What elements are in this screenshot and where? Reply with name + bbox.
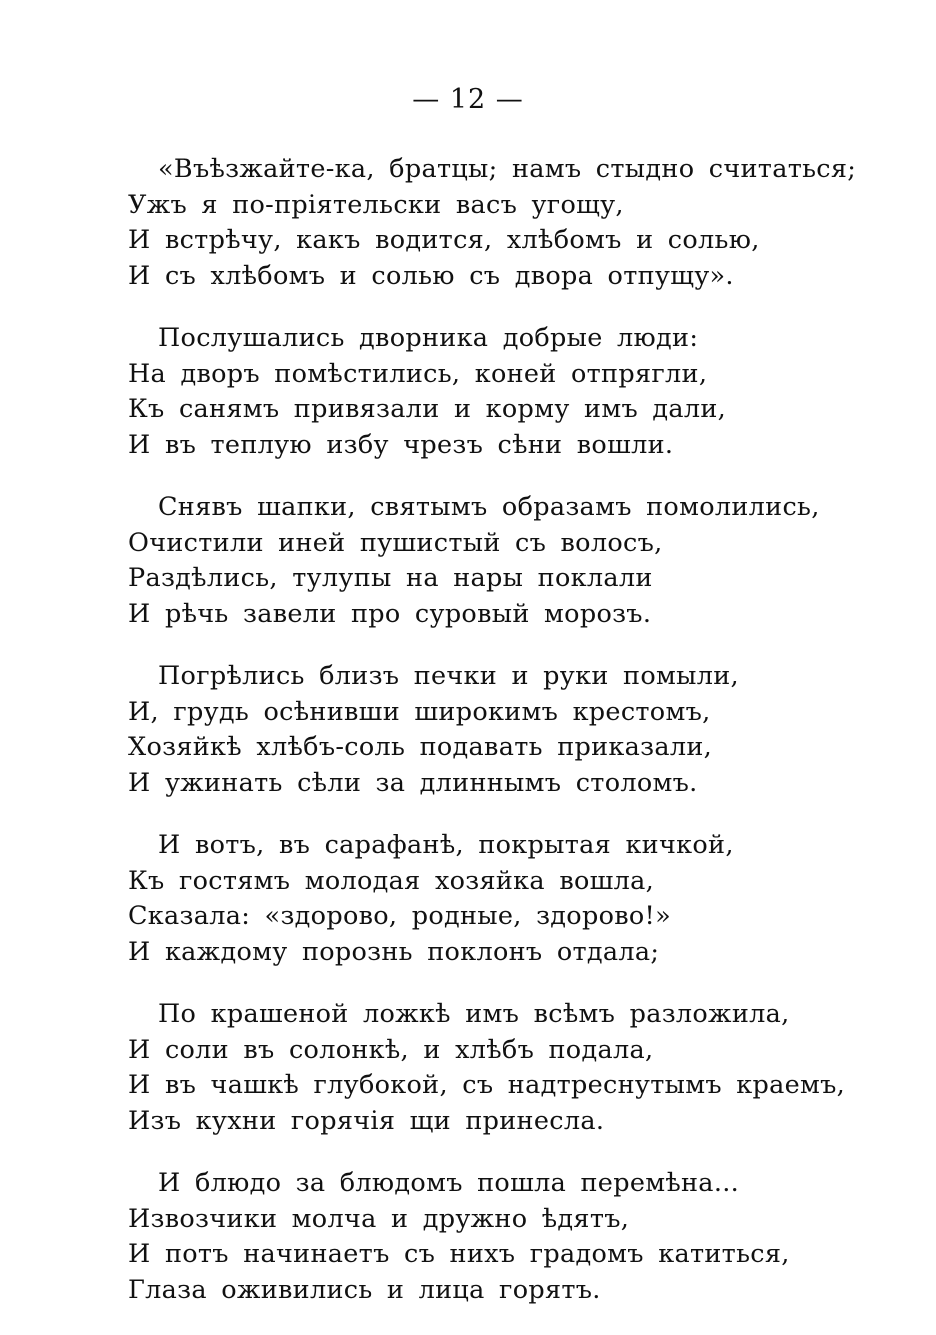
verse-line: По крашеной ложкѣ имъ всѣмъ разложила,	[158, 999, 790, 1029]
verse-line: И съ хлѣбомъ и солью съ двора отпущу».	[128, 260, 734, 291]
poem-text	[128, 152, 857, 1335]
page-number: — 12 —	[412, 84, 524, 115]
stanza	[128, 490, 848, 632]
verse-line: И въ теплую избу чрезъ сѣни вошли.	[128, 429, 674, 460]
verse-line: И блюдо за блюдомъ пошла перемѣна...	[158, 1168, 740, 1198]
stanza	[128, 1166, 848, 1308]
verse-line: Извозчики молча и дружно ѣдятъ,	[128, 1203, 630, 1234]
verse-line: Раздѣлись, тулупы на нары поклали	[128, 563, 653, 593]
verse-line: Къ санямъ привязали и корму имъ дали,	[128, 394, 727, 424]
verse-line: Хозяйкѣ хлѣбъ-соль подавать приказали,	[128, 732, 713, 762]
stanza	[128, 152, 857, 294]
verse-line: И рѣчь завели про суровый морозъ.	[128, 598, 652, 629]
verse-line: Изъ кухни горячія щи принесла.	[128, 1105, 605, 1136]
verse-line: Сказала: «здорово, родные, здорово!»	[128, 901, 671, 931]
verse-line: На дворъ помѣстились, коней отпрягли,	[128, 358, 708, 389]
verse-line: Снявъ шапки, святымъ образамъ помолились,	[158, 492, 820, 522]
stanza	[128, 659, 848, 801]
verse-line: Глаза оживились и лица горятъ.	[128, 1274, 601, 1305]
verse-line: Къ гостямъ молодая хозяйка вошла,	[128, 865, 655, 896]
stanza	[128, 828, 848, 970]
verse-line: И, грудь осѣнивши широкимъ крестомъ,	[128, 696, 711, 727]
stanza	[128, 321, 848, 463]
verse-line: И потъ начинаетъ съ нихъ градомъ катиться,	[128, 1239, 790, 1269]
verse-line: И въ чашкѣ глубокой, съ надтреснутымъ краемъ,	[128, 1070, 846, 1100]
verse-line: И ужинать сѣли за длиннымъ столомъ.	[128, 767, 698, 798]
verse-line: Ужъ я по-пріятельски васъ угощу,	[128, 189, 624, 220]
verse-line: «Въѣзжайте-ка, братцы; намъ стыдно считаться;	[158, 154, 857, 184]
verse-line: И вотъ, въ сарафанѣ, покрытая кичкой,	[158, 830, 734, 860]
stanza	[128, 997, 848, 1139]
verse-line: И каждому порознь поклонъ отдала;	[128, 936, 660, 967]
verse-line: И встрѣчу, какъ водится, хлѣбомъ и солью,	[128, 225, 760, 255]
verse-line: Очистили иней пушистый съ волосъ,	[128, 527, 663, 558]
verse-line: И соли въ солонкѣ, и хлѣбъ подала,	[128, 1034, 654, 1065]
verse-line: Послушались дворника добрые люди:	[158, 323, 699, 353]
verse-line: Погрѣлись близъ печки и руки помыли,	[158, 661, 739, 691]
